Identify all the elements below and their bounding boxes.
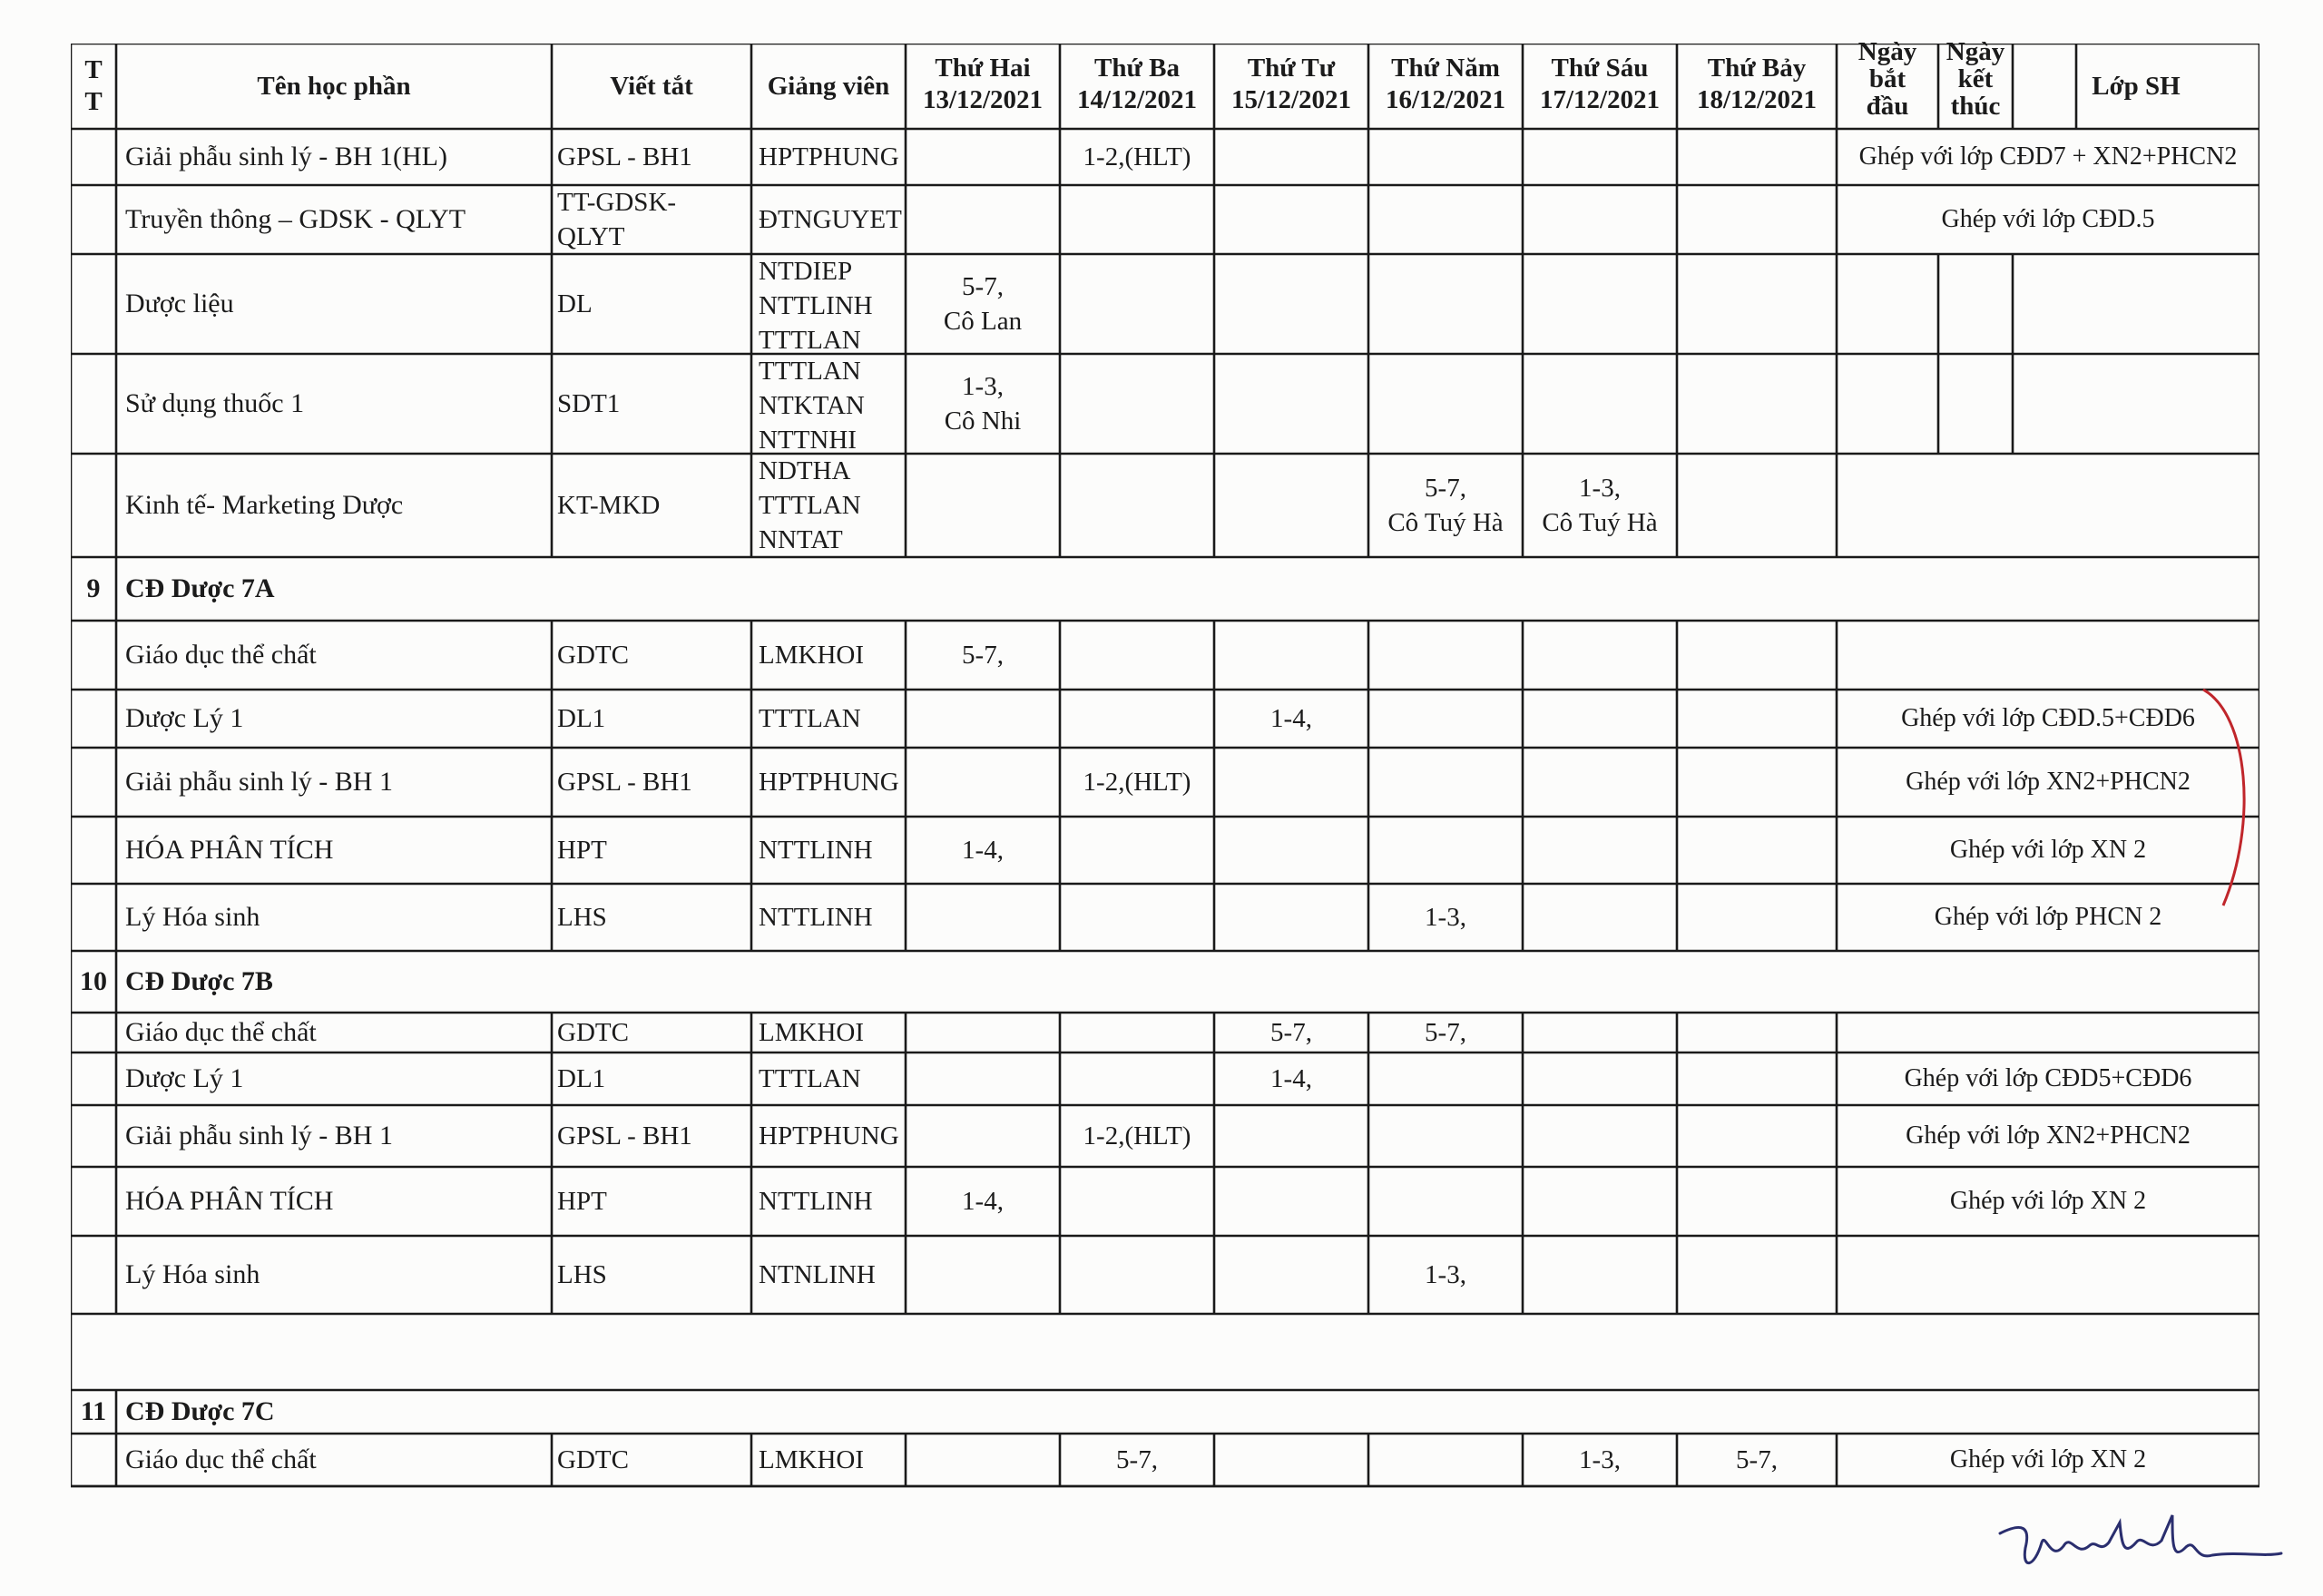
subject-name: Giáo dục thể chất [125,640,317,670]
group-name: CĐ Dược 7B [125,966,273,996]
schedule-slot: 1-4, [962,1187,1004,1216]
lecturer-code: LMKHOI [759,1018,864,1047]
day-date: 15/12/2021 [1230,84,1352,114]
merge-note: Ghép với lớp CĐD5+CĐD6 [1904,1064,2192,1093]
subject-abbr: TT-GDSK- QLYT [557,188,677,251]
day-name: Thứ Hai [935,54,1031,83]
lecturer-code: NTNLINH [759,1260,876,1289]
subject-abbr: LHS [557,1260,607,1289]
day-name: Thứ Ba [1094,54,1180,83]
subject-abbr: GPSL - BH1 [557,1121,692,1150]
day-name: Thứ Sáu [1551,54,1649,83]
subject-abbr: GDTC [557,1018,629,1047]
subject-name: Dược Lý 1 [125,703,244,733]
subject-abbr: KT-MKD [557,491,661,520]
day-header [1677,53,1837,116]
schedule-slot: 1-4, [1270,1064,1312,1093]
col-start-header: Ngày bắt đầu [1857,37,1917,121]
day-date: 18/12/2021 [1696,84,1818,114]
subject-abbr: GPSL - BH1 [557,142,692,171]
lecturer-code: TTTLAN [759,704,861,733]
subject-name: Lý Hóa sinh [125,902,260,932]
lecturer-code: NTTLINH [759,1187,873,1216]
day-header [1060,53,1214,116]
schedule-slot: 5-7, Cô Lan [943,272,1023,336]
subject-abbr: GDTC [557,641,629,670]
subject-abbr: SDT1 [557,389,621,418]
merge-note: Ghép với lớp CĐD7 + XN2+PHCN2 [1858,142,2238,171]
lecturer-code: NTDIEP NTTLINH TTTLAN [759,257,873,355]
schedule-slot: 1-3, Cô Nhi [944,372,1022,436]
subject-name: Giải phẫu sinh lý - BH 1(HL) [125,142,447,171]
lecturer-code: NTTLINH [759,836,873,865]
merge-note: Ghép với lớp CĐD.5 [1941,205,2155,234]
subject-name: Giáo dục thể chất [125,1017,317,1047]
lecturer-code: HPTPHUNG [759,1121,899,1150]
subject-abbr: HPT [557,1187,607,1216]
lecturer-code: HPTPHUNG [759,142,899,171]
subject-name: Giải phẫu sinh lý - BH 1 [125,767,393,797]
day-name: Thứ Tư [1247,54,1336,83]
subject-abbr: HPT [557,836,607,865]
subject-name: Lý Hóa sinh [125,1259,260,1289]
group-name: CĐ Dược 7A [125,573,275,603]
handwritten-signature [1995,1506,2285,1579]
schedule-slot: 1-2,(HLT) [1083,142,1191,171]
subject-name: HÓA PHÂN TÍCH [125,835,334,865]
merge-note: Ghép với lớp XN2+PHCN2 [1906,768,2191,797]
subject-name: Kinh tế- Marketing Dược [125,490,404,520]
subject-name: Giáo dục thể chất [125,1444,317,1474]
schedule-slot: 5-7, [1425,1018,1466,1047]
merge-note: Ghép với lớp XN 2 [1949,1187,2147,1216]
day-header [1214,53,1368,116]
merge-note: Ghép với lớp XN2+PHCN2 [1906,1121,2191,1150]
col-class-header: Lớp SH [2092,71,2181,101]
group-number: 9 [86,573,101,603]
lecturer-code: TTTLAN [759,1064,861,1093]
merge-note: Ghép với lớp PHCN 2 [1934,903,2162,932]
subject-abbr: LHS [557,903,607,932]
subject-name: Sử dụng thuốc 1 [125,388,305,418]
day-date: 16/12/2021 [1385,84,1506,114]
lecturer-code: HPTPHUNG [759,768,899,797]
group-number: 10 [80,966,107,996]
day-date: 14/12/2021 [1076,84,1198,114]
lecturer-code: TTTLAN NTKTAN NTTNHI [759,357,865,455]
schedule-slot: 1-3, [1425,903,1466,932]
timetable-sheet [71,37,2259,1495]
schedule-slot: 5-7, [1116,1445,1158,1474]
subject-name: Dược Lý 1 [125,1063,244,1093]
subject-abbr: GDTC [557,1445,629,1474]
merge-note: Ghép với lớp XN 2 [1949,836,2147,865]
col-end-header: Ngày kết thúc [1946,37,2005,121]
subject-abbr: DL [557,289,593,318]
lecturer-code: LMKHOI [759,1445,864,1474]
lecturer-code: ĐTNGUYET [759,205,902,234]
schedule-slot: 1-3, Cô Tuý Hà [1542,474,1658,537]
group-name: CĐ Dược 7C [125,1396,275,1426]
subject-name: HÓA PHÂN TÍCH [125,1186,334,1216]
subject-name: Giải phẫu sinh lý - BH 1 [125,1121,393,1150]
subject-abbr: DL1 [557,1064,606,1093]
merge-note: Ghép với lớp CĐD.5+CĐD6 [1901,704,2195,733]
subject-abbr: GPSL - BH1 [557,768,692,797]
schedule-slot: 5-7, [1270,1018,1312,1047]
lecturer-code: NDTHA TTTLAN NNTAT [759,456,861,554]
lecturer-code: LMKHOI [759,641,864,670]
schedule-slot: 1-3, [1579,1445,1621,1474]
col-subject-header: Tên học phần [257,71,411,101]
schedule-slot: 1-4, [962,836,1004,865]
schedule-slot: 1-2,(HLT) [1083,1121,1191,1150]
day-header [1368,53,1523,116]
col-lecturer-header: Giảng viên [767,71,890,101]
subject-abbr: DL1 [557,704,606,733]
day-date: 17/12/2021 [1539,84,1661,114]
merge-note: Ghép với lớp XN 2 [1949,1445,2147,1474]
schedule-slot: 1-2,(HLT) [1083,768,1191,797]
subject-name: Truyền thông – GDSK - QLYT [125,204,466,234]
subject-name: Dược liệu [125,289,234,318]
schedule-slot: 1-3, [1425,1260,1466,1289]
col-tt-header: T T [84,55,103,116]
schedule-slot: 5-7, [1736,1445,1778,1474]
day-header [906,53,1060,116]
schedule-slot: 5-7, Cô Tuý Hà [1387,474,1504,537]
day-name: Thứ Năm [1391,54,1500,83]
col-abbr-header: Viết tắt [610,71,693,101]
schedule-slot: 5-7, [962,641,1004,670]
schedule-slot: 1-4, [1270,704,1312,733]
day-header [1523,53,1677,116]
lecturer-code: NTTLINH [759,903,873,932]
group-number: 11 [80,1396,107,1426]
day-name: Thứ Bảy [1707,54,1807,83]
day-date: 13/12/2021 [922,84,1044,114]
